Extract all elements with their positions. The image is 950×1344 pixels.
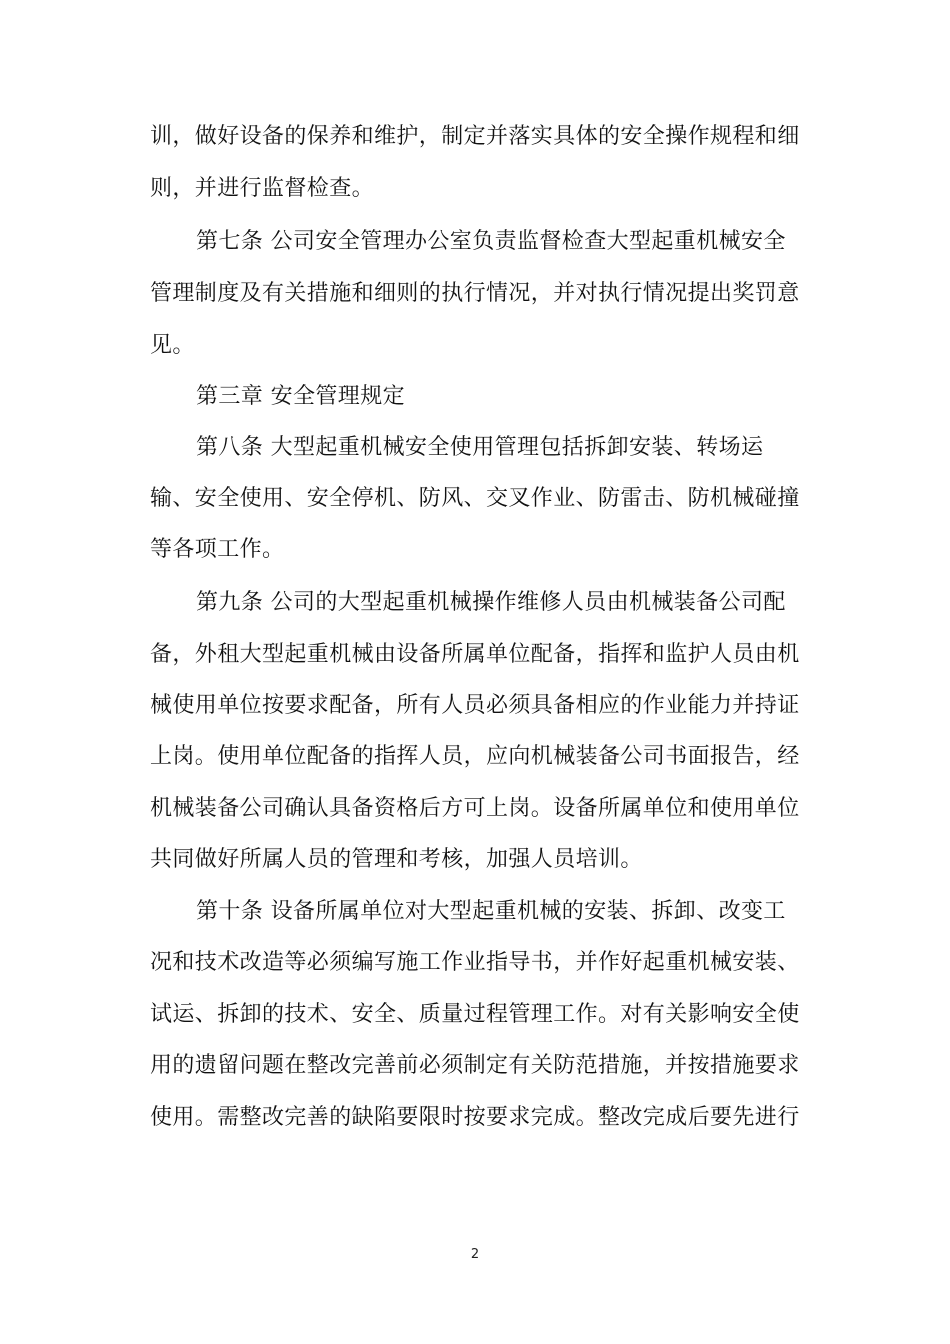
text-line: 见。 bbox=[150, 333, 195, 358]
text-line: 训，做好设备的保养和维护，制定并落实具体的安全操作规程和细 bbox=[150, 124, 800, 149]
article-9-heading-line: 第九条 公司的大型起重机械操作维修人员由机械装备公司配 bbox=[196, 590, 786, 615]
text-line: 况和技术改造等必须编写施工作业指导书，并作好起重机械安装、 bbox=[150, 950, 800, 975]
text-line: 使用。需整改完善的缺陷要限时按要求完成。整改完成后要先进行 bbox=[150, 1105, 800, 1130]
article-8-heading-line: 第八条 大型起重机械安全使用管理包括拆卸安装、转场运 bbox=[196, 435, 764, 460]
article-10-heading-line: 第十条 设备所属单位对大型起重机械的安装、拆卸、改变工 bbox=[196, 899, 786, 924]
text-line: 械使用单位按要求配备，所有人员必须具备相应的作业能力并持证 bbox=[150, 693, 800, 718]
text-line: 管理制度及有关措施和细则的执行情况，并对执行情况提出奖罚意 bbox=[150, 281, 800, 306]
chapter-3-heading: 第三章 安全管理规定 bbox=[196, 384, 405, 409]
article-7-heading-line: 第七条 公司安全管理办公室负责监督检查大型起重机械安全 bbox=[196, 229, 786, 254]
text-line: 用的遗留问题在整改完善前必须制定有关防范措施，并按措施要求 bbox=[150, 1053, 800, 1078]
text-line: 等各项工作。 bbox=[150, 537, 285, 562]
text-line: 上岗。使用单位配备的指挥人员，应向机械装备公司书面报告，经 bbox=[150, 744, 800, 769]
text-line: 试运、拆卸的技术、安全、质量过程管理工作。对有关影响安全使 bbox=[150, 1002, 800, 1027]
text-line: 机械装备公司确认具备资格后方可上岗。设备所属单位和使用单位 bbox=[150, 796, 800, 821]
page-number: 2 bbox=[470, 1247, 480, 1262]
text-line: 备，外租大型起重机械由设备所属单位配备，指挥和监护人员由机 bbox=[150, 642, 800, 667]
text-line: 输、安全使用、安全停机、防风、交叉作业、防雷击、防机械碰撞 bbox=[150, 486, 800, 511]
text-line: 共同做好所属人员的管理和考核，加强人员培训。 bbox=[150, 847, 643, 872]
text-line: 则，并进行监督检查。 bbox=[150, 176, 375, 201]
